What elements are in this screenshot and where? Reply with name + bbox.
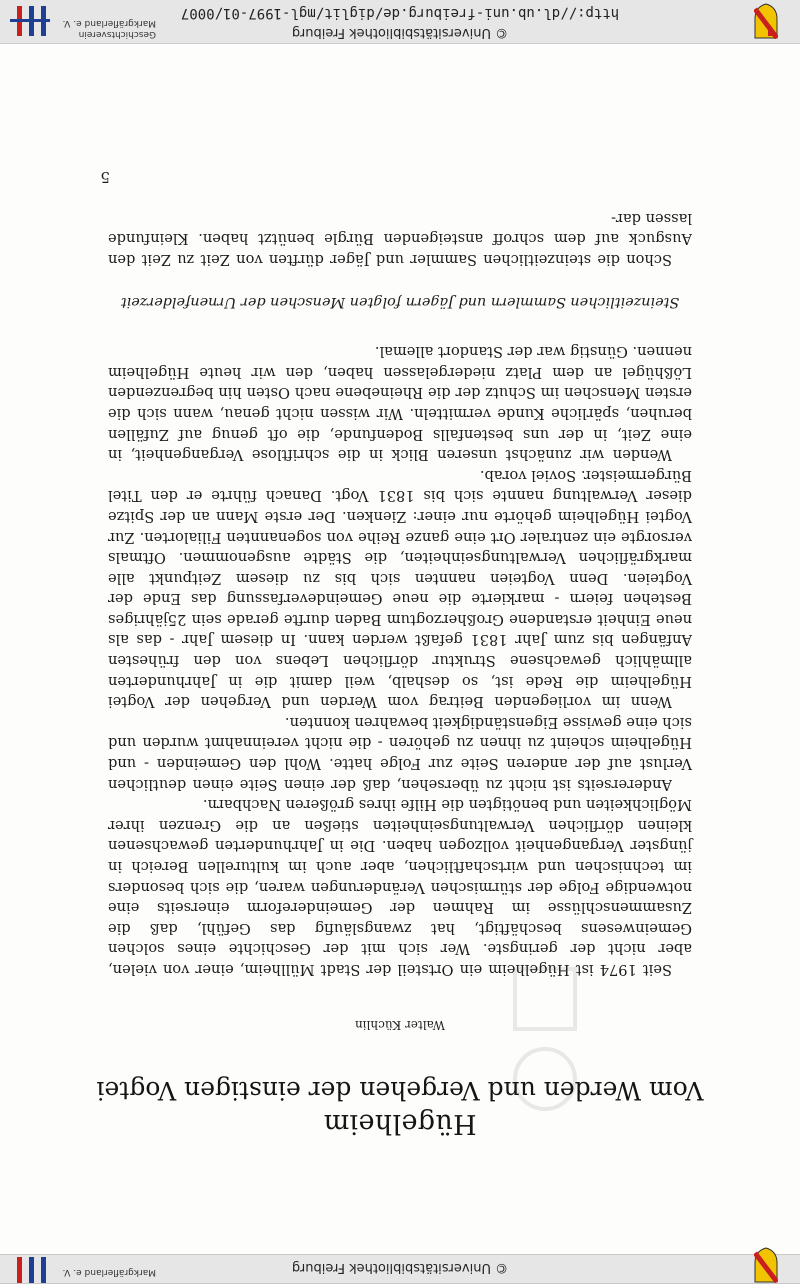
- society-line: Markgräflerland e. V.: [62, 18, 156, 28]
- body-text-continued: [108, 207, 692, 269]
- section-caption: Steinzeitlichen Sammlern und Jägern folgten Menschen der Urnenfelderzeit: [120, 294, 680, 310]
- footer-copyright: © Universitätsbibliothek Freiburg: [291, 25, 509, 40]
- footer-society-name: [56, 17, 156, 39]
- paragraph: Wenn im vorliegenden Beitrag vom Werden und Vergehen der Vogtei Hügelheim die Rede ist, so deshalb, weil damit die in Jahrhunderten allmählich gewachsene Struktur dörflichen Lebens von den frühesten Anfängen bis zum Jahr 1831 gefaßt werden kann. In diesem Jahr - das als neue Einheit erstandene Großherzogtum Baden durfte gerade sein 25jähriges Bestehen feiern - markierte die neue Gemeindeverfassung das Ende der Vogteien. Denn Vogteien nannten sich bis zu diesem Zeitpunkt alle markgräflichen Verwaltungseinheiten, die Städte ausgenommen. Oftmals versorgte ein zentraler Ort eine ganze Reihe von sogenannten Filialorten. Zur Vogtei Hügelheim gehörte nur einer: Zienken. Der erste Mann an der Spitze dieser Verwaltung nannte sich bis 1831 Vogt. Danach führte er den Titel Bürgermeister. Soviel vorab.: [108, 466, 692, 711]
- paragraph: Wenden wir zunächst unseren Blick in die schriftlose Vergangenheit, in eine Zeit, in der uns bestenfalls Bodenfunde, die oft genug auf Zufällen beruhen, spärliche Kunde vermitteln. Wir wissen nicht genau, wann sich die ersten Menschen im Schutz der die Rheinebene nach Osten hin begrenzenden Lößhügel an dem Platz niedergelassen haben, den wir heute Hügelheim nennen. Günstig war der Standort allemal.: [108, 343, 692, 464]
- footer-bar: [0, 0, 800, 44]
- paragraph: Seit 1974 ist Hügelheim ein Ortsteil der Stadt Müllheim, einer von vielen, aber nicht der geringste. Wer sich mit der Geschichte eines solchen Gemeinwesens beschäftigt, hat zwangsläufig das Gefühl, daß die Zusammenschlüsse im Rahmen der Gemeindereform einerseits eine notwendige Folge der stürmischen Veränderungen waren, die sich besonders im technischen und wirtschaftlichen, aber auch im kulturellen Bereich in jüngster Vergangenheit vollzogen haben. Die in Jahrhunderten gewachsenen kleinen dörflichen Verwaltungseinheiten stießen an die Grenzen ihrer Möglichkeiten und benötigten die Hilfe ihres größeren Nachbarn.: [108, 796, 692, 978]
- paragraph: Schon die steinzeitlichen Sammler und Jäger dürften von Zeit zu Zeit den Ausguck auf dem schroff ansteigenden Bürgle benützt haben. Kleinfunde lassen dar-: [108, 209, 692, 268]
- header-society-name: Markgräflerland e. V.: [62, 1267, 156, 1277]
- header-copyright: © Universitätsbibliothek Freiburg: [291, 1260, 509, 1275]
- page-number: 5: [100, 168, 110, 186]
- paragraph: Andererseits ist nicht zu übersehen, daß der einen Seite einen deutlichen Verlust auf der anderen Seite zur Folge hatte. Wohl den Gemeinden - und Hügelheim scheint zu ihnen zu gehören - die nicht vereinnahmt wurden und sich eine gewisse Eigenständigkeit bewahren konnten.: [108, 713, 692, 793]
- document-title: Hügelheim: [323, 1108, 477, 1139]
- university-library-logo-icon: [8, 2, 52, 40]
- body-text: [108, 341, 692, 979]
- document-subtitle: Vom Werden und Vergehen der einstigen Vogtei: [96, 1076, 704, 1105]
- university-library-logo-icon: [8, 1257, 52, 1283]
- document-author: Walter Küchlin: [354, 1018, 446, 1032]
- document-url-link[interactable]: http://dl.ub.uni-freiburg.de/diglit/mgl-1997-01/0007: [180, 5, 620, 21]
- society-line: Geschichtsverein: [78, 29, 156, 39]
